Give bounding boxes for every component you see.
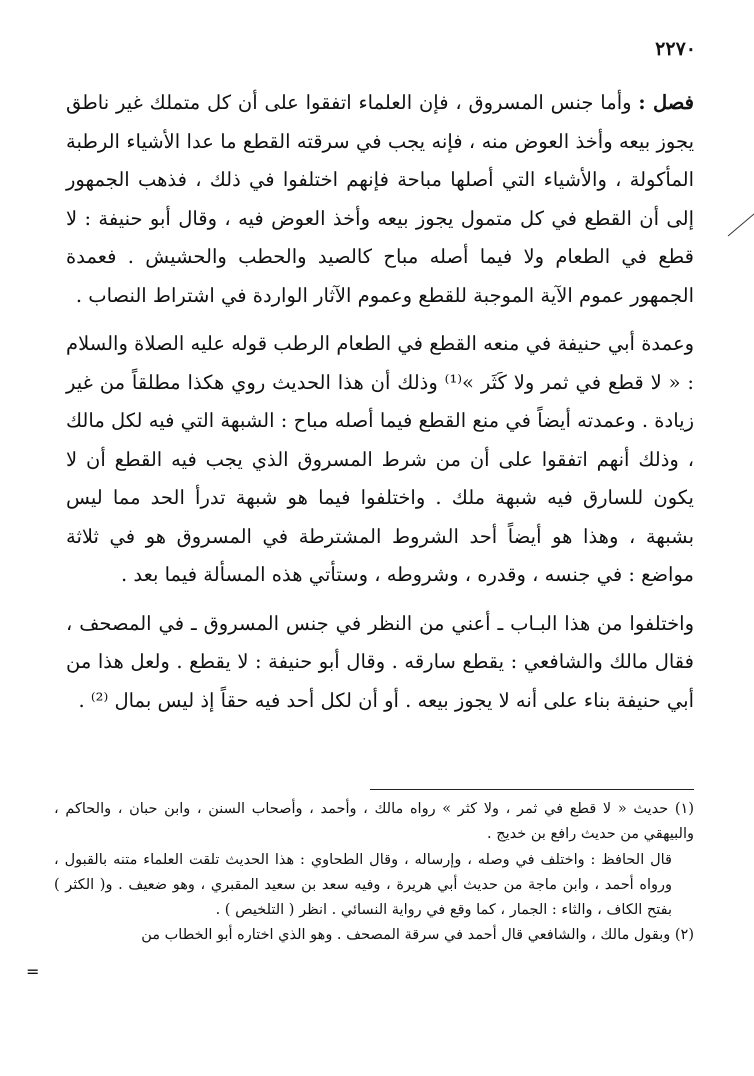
paragraph-1-text: وأما جنس المسروق ، فإن العلماء اتفقوا على أن كل متملك غير ناطق يجوز بيعه وأخذ العوض منه ، فإنه يجب في سرقته القطع ما عدا الأشياء الرطبة المأكولة ، والأشياء التي أصلها مباحة فإنهم اختلفوا في ذلك ، فذهب الجمهور إلى أن القطع في كل متمول يجوز بيعه وأخذ العوض فيه ، وقال أبو حنيفة : لا قطع في الطعام ولا فيما أصله مباح كالصيد والحطب والحشيش . فعمدة الجمهور عموم الآية الموجبة للقطع وعموم الآثار الواردة في اشتراط النصاب .	[66, 91, 694, 307]
page-number: ٢٢٧٠	[655, 38, 696, 60]
paragraph-3-text: واختلفوا من هذا البـاب ـ أعني من النظر في جنس المسروق ـ في المصحف ، فقال مالك والشافعي : يقطع سارقه . وقال أبو حنيفة : لا يقطع . ولعل هذا من أبي حنيفة بناء على أنه لا يجوز بيعه . أو أن لكل أحد فيه حقاً إذ ليس بمال ⁽²⁾ .	[66, 611, 694, 712]
footnote-divider	[370, 789, 694, 790]
footnote-2: (٢) وبقول مالك ، والشافعي قال أحمد في سرقة المصحف . وهو الذي اختاره أبو الخطاب من	[141, 927, 694, 944]
footnote-1: (١) حديث « لا قطع في ثمر ، ولا كثر » رواه مالك ، وأحمد ، وأصحاب السنن ، وابن حبان ، والحاكم ، والبيهقي من حديث رافع بن خديج .	[54, 801, 694, 843]
margin-stroke	[724, 212, 754, 242]
footnotes	[54, 797, 694, 949]
section-heading: فصل :	[638, 91, 694, 114]
paragraph-2	[66, 325, 694, 595]
main-text	[66, 84, 694, 730]
paragraph-2-text: وعمدة أبي حنيفة في منعه القطع في الطعام الرطب قوله عليه الصلاة والسلام : « لا قطع في ثمر ولا كَثَر »⁽¹⁾ وذلك أن هذا الحديث روي هكذا مطلقاً من غير زيادة . وعمدته أيضاً في منع القطع فيما أصله مباح : الشبهة التي فيه لكل مالك ، وذلك أنهم اتفقوا على أن من شرط المسروق الذي يجب فيه القطع أن لا يكون للسارق فيه شبهة ملك . واختلفوا فيما هو شبهة تدرأ الحد مما ليس بشبهة ، وهذا هو أيضاً أحد الشروط المشترطة في المسروق هو في ثلاثة مواضع : في جنسه ، وقدره ، وشروطه ، وستأتي هذه المسألة فيما بعد .	[66, 332, 695, 586]
paragraph-1	[66, 84, 694, 315]
continuation-mark: =	[26, 962, 40, 981]
footnote-1-continued: قال الحافظ : واختلف في وصله ، وإرساله ، وقال الطحاوي : هذا الحديث تلقت العلماء متنه بالقبول ، ورواه أحمد ، وابن ماجة من حديث أبي هريرة ، وفيه سعد بن سعيد المقبري ، وهو ضعيف . و( الكثر ) بفتح الكاف ، والثاء : الجمار ، كما وقع في رواية النسائي . انظر ( التلخيص ) .	[54, 851, 672, 919]
paragraph-3	[66, 605, 694, 721]
